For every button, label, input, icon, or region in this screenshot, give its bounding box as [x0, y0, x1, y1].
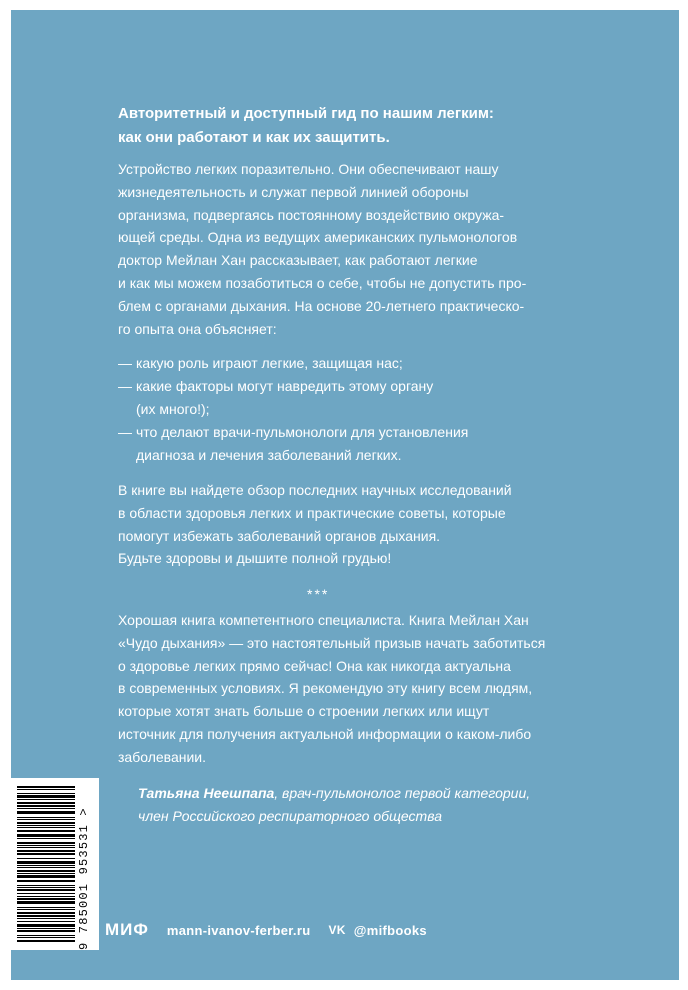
barcode-bar: [17, 867, 75, 868]
intro-line: организма, подвергаясь постоянному воздействию окружа-: [118, 206, 505, 223]
barcode-bar: [17, 822, 75, 824]
review-line: о здоровье легких прямо сейчас! Она как никогда актуальна: [118, 657, 511, 674]
intro-paragraph: [118, 158, 568, 340]
summary-line: в области здоровья легких и практические советы, которые: [118, 504, 506, 521]
barcode-bar: [17, 853, 75, 855]
intro-line: блем с органами дыхания. На основе 20-летнего практическо-: [118, 297, 525, 314]
barcode-bar: [17, 847, 75, 848]
bullet-list: [118, 352, 568, 467]
barcode-bar: [17, 870, 75, 872]
barcode-bar: [17, 825, 75, 826]
intro-line: го опыта она объясняет:: [118, 320, 277, 337]
barcode-bar: [17, 799, 75, 800]
barcode-bar: [17, 940, 75, 942]
dash: —: [118, 424, 132, 440]
summary-paragraph: [118, 479, 568, 570]
review-line: в современных условиях. Я рекомендую эту книгу всем людям,: [118, 680, 533, 697]
barcode-bar: [17, 786, 75, 788]
barcode-bar: [17, 873, 75, 874]
list-item-text: какую роль играют легкие, защищая нас;: [136, 355, 403, 371]
barcode-bar: [17, 838, 75, 839]
barcode-bar: [17, 811, 75, 814]
barcode-bar: [17, 880, 75, 882]
barcode-bar: [17, 808, 75, 809]
attribution-line: [138, 782, 530, 805]
intro-line: доктор Мейлан Хан рассказывает, как работают легкие: [118, 252, 478, 269]
barcode-bar: [17, 887, 75, 888]
review-line: которые хотят знать больше о строении легких или ищут: [118, 703, 490, 720]
list-item: [118, 352, 568, 375]
barcode-bar: [17, 865, 75, 866]
barcode-bar: [17, 937, 75, 938]
review-attribution: [138, 782, 530, 828]
barcode-bar: [17, 921, 75, 922]
publisher-logo: МИФ: [105, 920, 149, 939]
vk-icon: VK: [328, 923, 346, 937]
barcode-bar: [17, 915, 75, 917]
barcode-bar: [17, 889, 75, 891]
barcode-bar: [17, 901, 75, 904]
summary-line: помогут избежать заболеваний органов дыхания.: [118, 527, 441, 544]
barcode-bar: [17, 893, 75, 894]
list-item-continuation: (их много!);: [136, 401, 210, 417]
reviewer-name: Татьяна Неешпапа: [138, 785, 275, 801]
intro-line: жизнедеятельность и служат первой линией обороны: [118, 183, 469, 200]
isbn-barcode: [11, 778, 99, 950]
barcode-bar: [17, 805, 75, 807]
barcode-bar: [17, 885, 75, 886]
review-line: «Чудо дыхания» — это настоятельный призыв начать заботиться: [118, 634, 546, 651]
headline-line: как они работают и как их защитить.: [118, 129, 390, 146]
barcode-bar: [17, 928, 75, 929]
list-item-continuation: диагноза и лечения заболеваний легких.: [136, 447, 402, 463]
barcode-bar: [17, 793, 75, 794]
barcode-bar: [17, 907, 75, 908]
social-handle-link[interactable]: @mifbooks: [353, 922, 427, 938]
barcode-bar: [17, 898, 75, 900]
list-item: [118, 375, 568, 398]
separator: ***: [307, 586, 330, 602]
summary-line: Будьте здоровы и дышите полной грудью!: [118, 550, 392, 567]
intro-line: Устройство легких поразительно. Они обеспечивают нашу: [118, 161, 499, 177]
review-line: источник для получения актуальной информации о каком-либо: [118, 725, 532, 742]
back-cover: [11, 10, 679, 980]
barcode-bar: [17, 802, 75, 804]
reviewer-organization: член Российского респираторного общества: [138, 808, 443, 824]
barcode-bar: [17, 912, 75, 914]
review-paragraph: [118, 609, 568, 769]
list-item: [118, 421, 568, 444]
headline-line: Авторитетный и доступный гид по нашим легким:: [118, 105, 494, 122]
publisher-footer: [105, 920, 427, 940]
publisher-website-link[interactable]: mann-ivanov-ferber.ru: [166, 922, 311, 938]
intro-line: и как мы можем позаботиться о себе, чтобы не допустить про-: [118, 274, 527, 291]
barcode-bar: [17, 924, 75, 927]
barcode-bar: [17, 817, 75, 818]
barcode-bar: [17, 896, 75, 897]
barcode-bar: [17, 875, 75, 878]
review-line: Хорошая книга компетентного специалиста. Книга Мейлан Хан: [118, 612, 529, 628]
intro-line: ющей среды. Одна из ведущих американских пульмонологов: [118, 229, 518, 246]
barcode-bar: [17, 795, 75, 798]
barcode-bar: [17, 819, 75, 820]
dash: —: [118, 355, 132, 371]
barcode-bar: [17, 827, 75, 828]
barcode-bar: [17, 842, 75, 844]
barcode-bar: [17, 789, 75, 790]
barcode-bar: [17, 861, 75, 864]
barcode-bar: [17, 845, 75, 846]
barcode-bar: [17, 850, 75, 852]
review-line: заболевании.: [118, 748, 206, 765]
list-item-text: какие факторы могут навредить этому органу: [136, 378, 434, 394]
barcode-bar: [17, 834, 75, 837]
headline: [118, 102, 568, 150]
barcode-bar: [17, 858, 75, 859]
barcode-bar: [17, 930, 75, 932]
barcode-bar: [17, 935, 75, 936]
dash: —: [118, 378, 132, 394]
barcode-bar: [17, 918, 75, 919]
summary-line: В книге вы найдете обзор последних научных исследований: [118, 482, 512, 498]
reviewer-title: , врач-пульмонолог первой категории,: [274, 785, 531, 801]
isbn-digits: 9 785001 953531 >: [77, 807, 91, 950]
barcode-bar: [17, 909, 75, 910]
list-item-text: что делают врачи-пульмонологи для установления: [136, 424, 469, 440]
barcode-bar: [17, 830, 75, 832]
